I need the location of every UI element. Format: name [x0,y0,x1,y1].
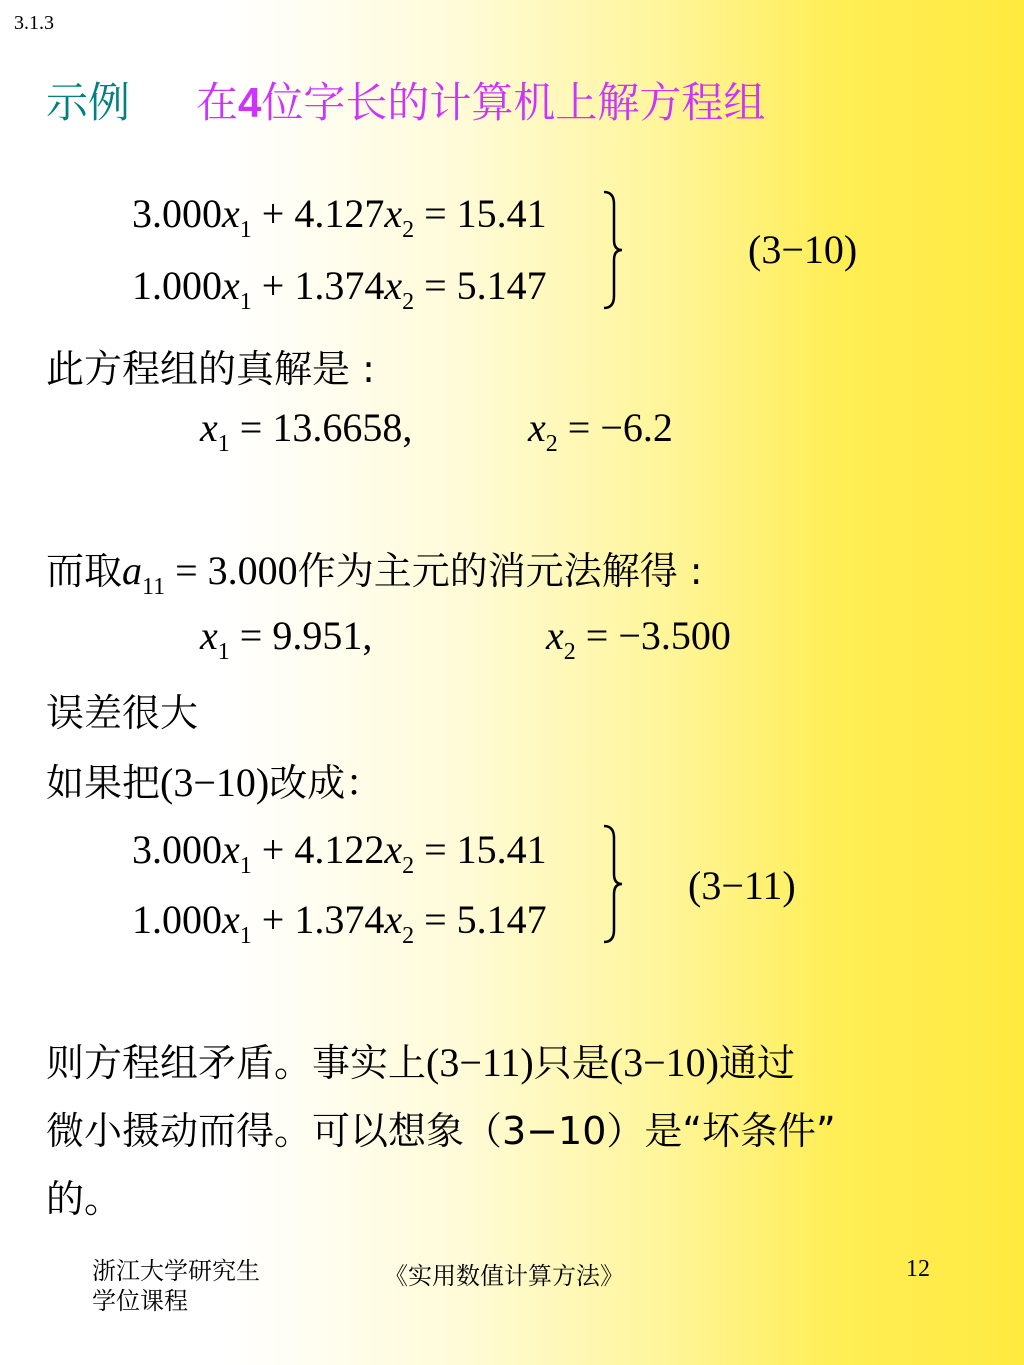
pivot-solution-x2: $x_2 = -3.500$ [546,613,731,665]
conclusion-line-3: 的。 [46,1177,123,1221]
example-title [196,70,765,130]
system2-tag: (3−11) [688,863,796,908]
true-solution-x2: $x_2 = -6.2$ [528,405,673,457]
error-text: 误差很大 [46,691,199,735]
change-line: 如果把(3−10)改成： [46,760,384,805]
page-number: 12 [906,1256,930,1282]
title-suffix: 位字长的计算机上解方程组 [261,78,766,127]
pivot-line: 而取$a_{11} = 3.000$作为主元的消元法解得 : [46,548,703,600]
title-bold-digit: 4 [238,79,262,126]
conclusion-line-2: 微小摄动而得。可以想象（3−10）是“坏条件” [46,1109,836,1153]
footer-left: 浙江大学研究生 学位课程 [92,1257,260,1315]
true-solution-x1: $x_1 = 13.6658$, [200,405,413,457]
system1-equation-1: $3.000x_1 + 4.127x_2 = 15.41$ [132,191,547,243]
true-solution-label: 此方程组的真解是 : [46,347,375,391]
pivot-solution-x1: $x_1 = 9.951$, [200,613,373,665]
system2-equation-2: $1.000x_1 + 1.374x_2 = 5.147$ [132,897,547,949]
system1-right-brace-icon [600,190,624,310]
system2-right-brace-icon [600,824,624,944]
example-label: 示例 [46,78,131,127]
conclusion-line-1: 则方程组矛盾。事实上(3−11)只是(3−10)通过 [46,1040,795,1085]
title-prefix: 在 [196,78,239,127]
section-number: 3.1.3 [14,12,54,34]
system2-equation-1: $3.000x_1 + 4.122x_2 = 15.41$ [132,827,547,879]
system1-tag: (3−10) [748,227,858,272]
footer-center: 《实用数值计算方法》 [384,1262,624,1290]
system1-equation-2: $1.000x_1 + 1.374x_2 = 5.147$ [132,263,547,315]
